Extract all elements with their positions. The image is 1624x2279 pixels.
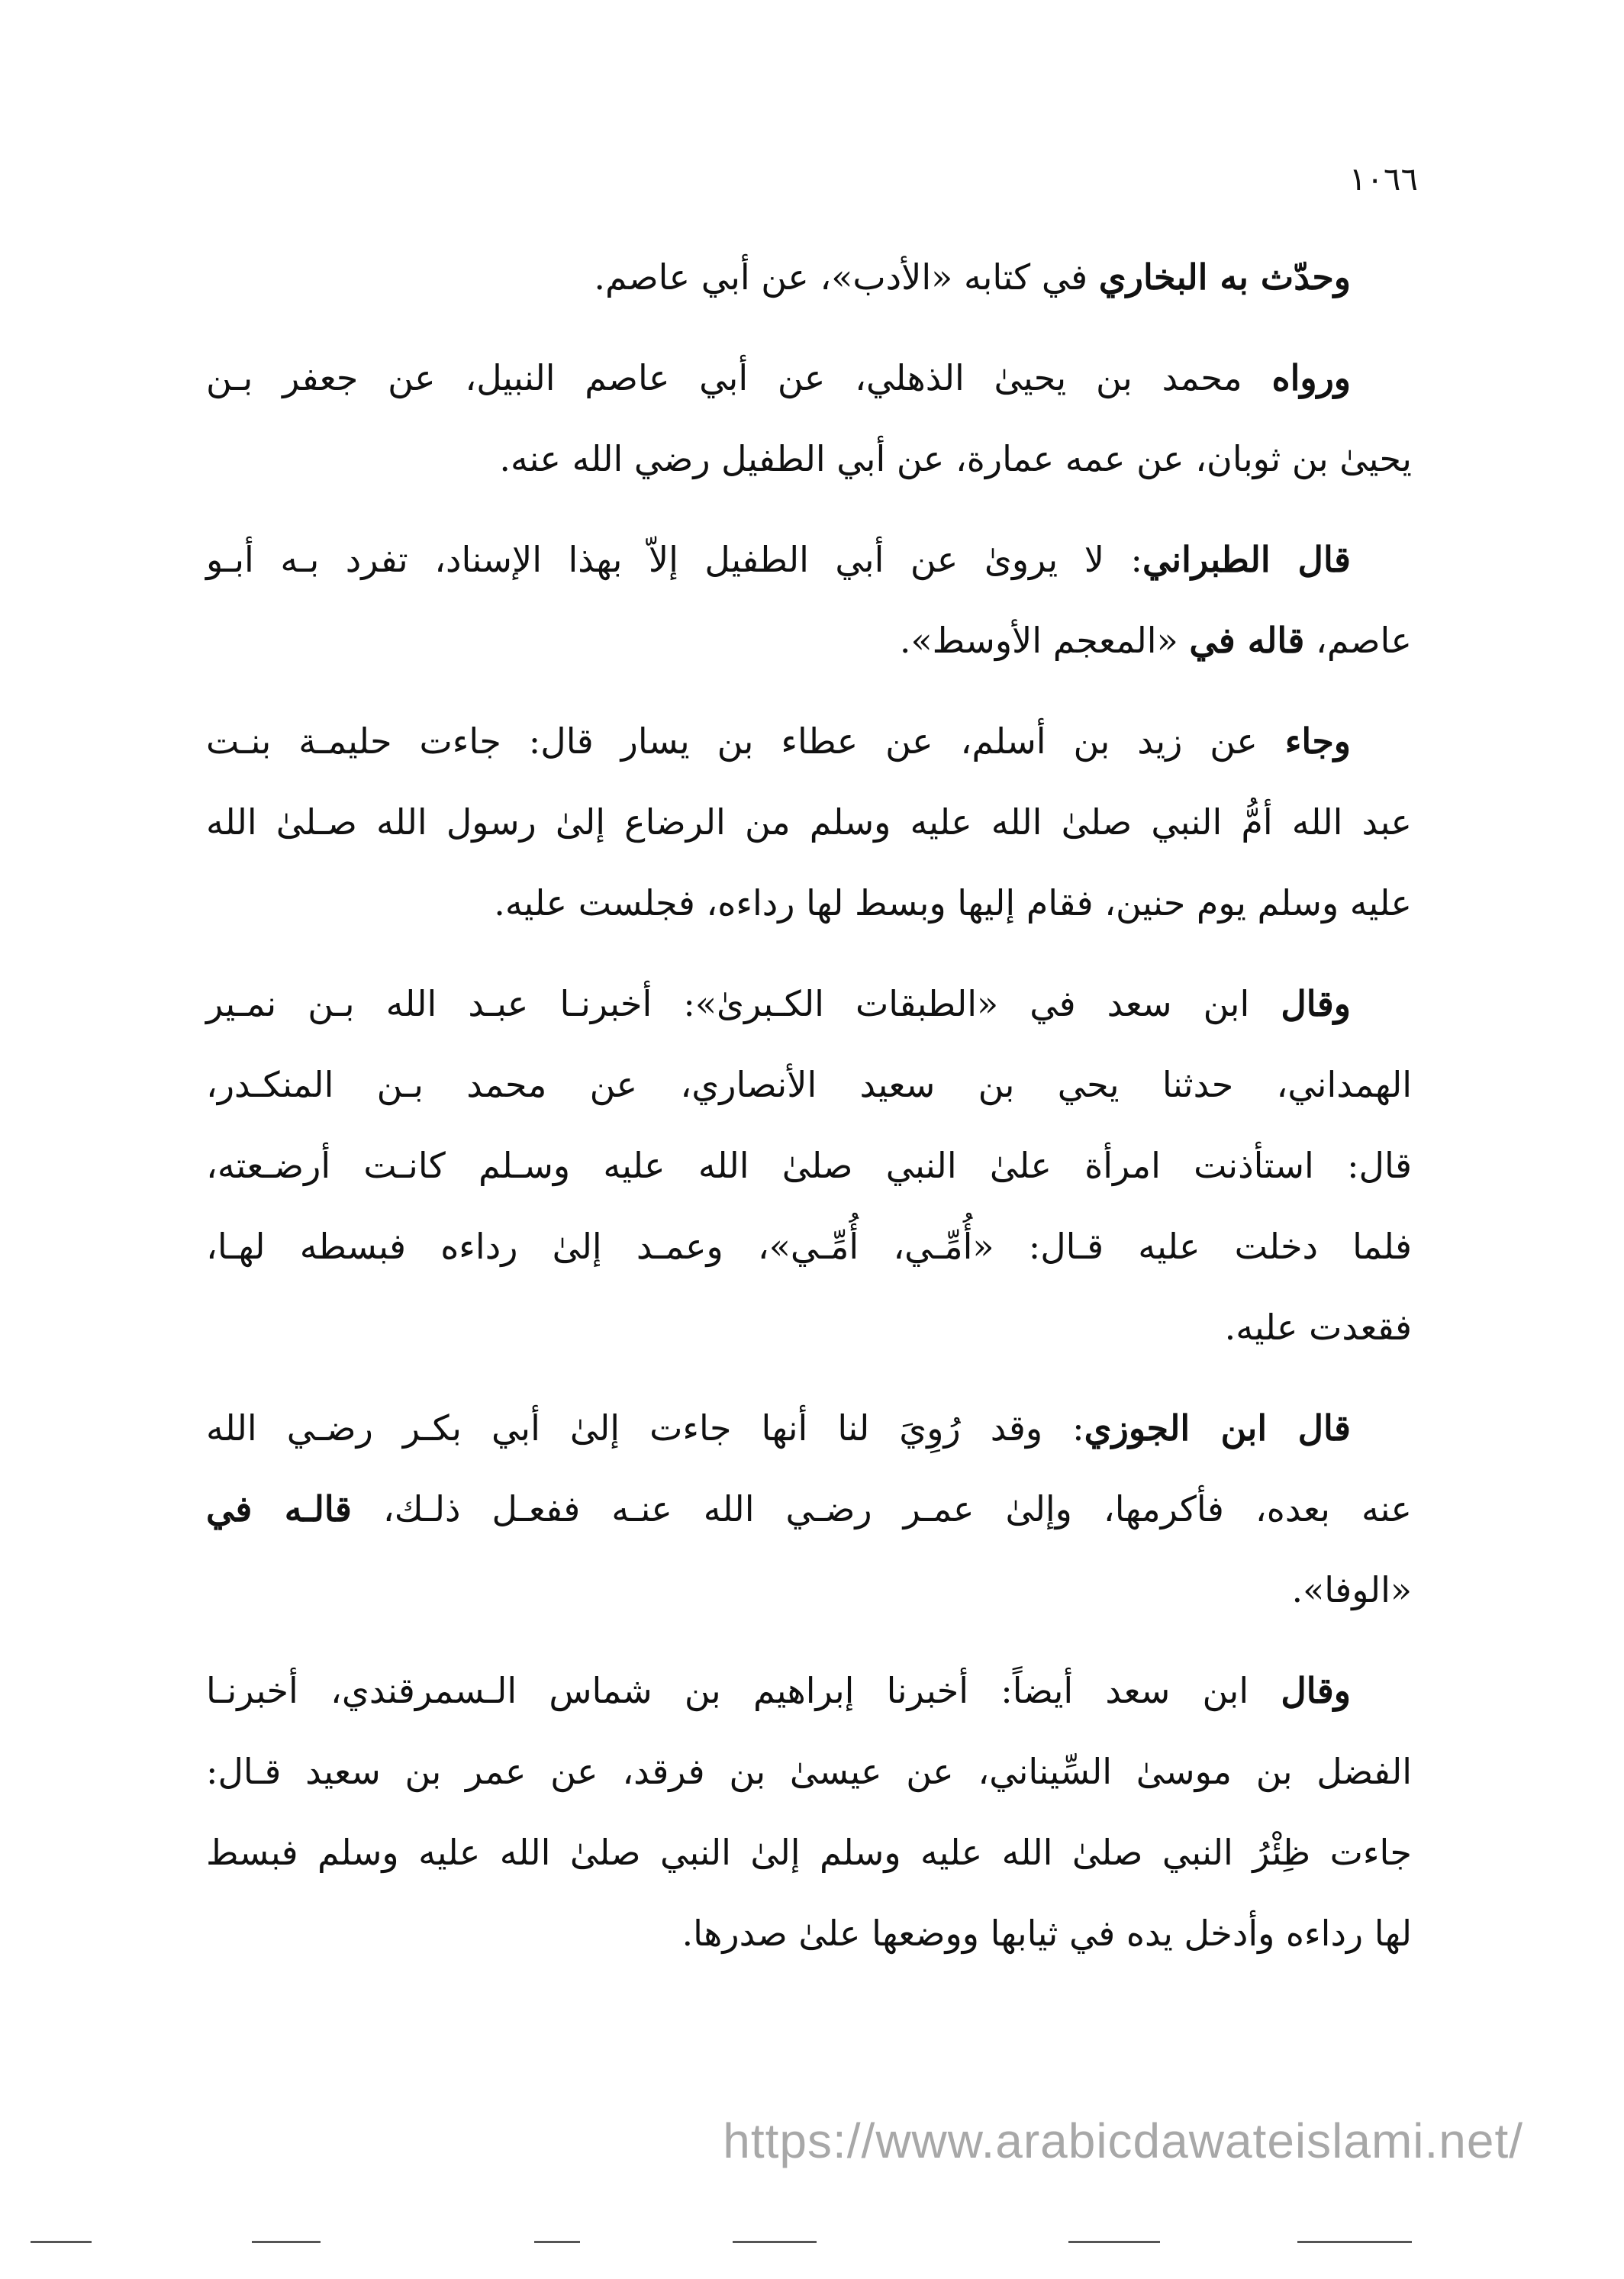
text-run: فلما دخلت عليه قـال: «أُمِّـي، أُمِّـي»، وعمـد إلىٰ رداءه فبسطه لهـا، xyxy=(206,1226,1412,1267)
bold-text-run: وحدّث به البخاري xyxy=(1098,256,1351,298)
text-line xyxy=(206,237,1412,318)
text-line xyxy=(206,1549,1412,1630)
text-run: الفضل بن موسىٰ السِّيناني، عن عيسىٰ بن فرقد، عن عمر بن سعيد قـال: xyxy=(206,1751,1412,1792)
text-run: «المعجم الأوسط». xyxy=(899,620,1190,661)
footer-rule xyxy=(31,2241,92,2243)
text-line xyxy=(206,701,1412,782)
text-line xyxy=(206,418,1412,499)
text-run: الهمداني، حدثنا يحي بن سعيد الأنصاري، عن محمد بـن المنكـدر، xyxy=(206,1064,1412,1105)
text-line xyxy=(206,1468,1412,1549)
text-run: : وقد رُوِيَ لنا أنها جاءت إلىٰ أبي بكـر رضـي الله xyxy=(206,1407,1084,1449)
text-line xyxy=(206,1287,1412,1368)
body-text xyxy=(206,237,1412,1994)
paragraph xyxy=(206,337,1412,499)
text-line xyxy=(206,782,1412,862)
footer-rule xyxy=(534,2241,580,2243)
paragraph xyxy=(206,963,1412,1368)
bold-text-run: وقال xyxy=(1281,1670,1351,1711)
page-number: ١٠٦٦ xyxy=(1348,160,1418,198)
text-line xyxy=(206,1125,1412,1206)
paragraph xyxy=(206,701,1412,943)
text-line xyxy=(206,862,1412,943)
text-run: جاءت ظِئْرُ النبي صلىٰ الله عليه وسلم إلىٰ النبي صلىٰ الله عليه وسلم فبسط xyxy=(206,1832,1412,1873)
text-run: ابن سعد أيضاً: أخبرنا إبراهيم بن شماس الـسمرقندي، أخبرنـا xyxy=(206,1670,1281,1711)
source-url-watermark[interactable]: https://www.arabicdawateislami.net/ xyxy=(723,2113,1523,2168)
footer-rule xyxy=(1068,2241,1160,2243)
text-run: فقعدت عليه. xyxy=(1224,1307,1412,1348)
text-run: قال: استأذنت امرأة علىٰ النبي صلىٰ الله عليه وسـلم كانـت أرضـعته، xyxy=(206,1145,1412,1186)
text-line xyxy=(206,1812,1412,1893)
text-run: : لا يروىٰ عن أبي الطفيل إلاّ بهذا الإسناد، تفرد بـه أبـو xyxy=(206,539,1142,580)
text-line xyxy=(206,519,1412,600)
text-run: «الوفا». xyxy=(1291,1569,1412,1610)
bold-text-run: وجاء xyxy=(1284,720,1351,762)
text-run: لها رداءه وأدخل يده في ثيابها ووضعها علىٰ صدرها. xyxy=(682,1913,1412,1954)
bold-text-run: وقال xyxy=(1281,983,1351,1024)
text-run: عاصم، xyxy=(1304,620,1412,661)
text-line xyxy=(206,1044,1412,1125)
paragraph xyxy=(206,237,1412,318)
text-line xyxy=(206,337,1412,418)
paragraph xyxy=(206,519,1412,681)
text-run: عنه بعده، فأكرمها، وإلىٰ عمـر رضـي الله عنـه ففعـل ذلـك، xyxy=(351,1488,1412,1530)
text-line xyxy=(206,1388,1412,1468)
paragraph xyxy=(206,1388,1412,1630)
text-run: عبد الله أمُّ النبي صلىٰ الله عليه وسلم من الرضاع إلىٰ رسول الله صـلىٰ الله xyxy=(206,801,1412,843)
text-run: عن زيد بن أسلم، عن عطاء بن يسار قال: جاءت حليمـة بنـت xyxy=(206,720,1285,762)
text-line xyxy=(206,1650,1412,1731)
text-run: عليه وسلم يوم حنين، فقام إليها وبسط لها رداءه، فجلست عليه. xyxy=(494,882,1412,924)
text-line xyxy=(206,1893,1412,1974)
text-line xyxy=(206,600,1412,681)
bold-text-run: قال الطبراني xyxy=(1142,539,1351,580)
footer-rule xyxy=(733,2241,817,2243)
text-run: ابن سعد في «الطبقات الكـبرىٰ»: أخبرنـا عبـد الله بـن نمـير xyxy=(206,983,1281,1024)
footer-rule xyxy=(1297,2241,1412,2243)
paragraph xyxy=(206,1650,1412,1974)
bold-text-run: ورواه xyxy=(1271,357,1351,398)
bold-text-run: قالـه في xyxy=(206,1488,352,1530)
text-line xyxy=(206,1731,1412,1812)
text-run: محمد بن يحيىٰ الذهلي، عن أبي عاصم النبيل، عن جعفر بـن xyxy=(206,357,1272,398)
bold-text-run: قاله في xyxy=(1189,620,1305,661)
bold-text-run: قال ابن الجوزي xyxy=(1084,1407,1351,1449)
text-run: يحيىٰ بن ثوبان، عن عمه عمارة، عن أبي الطفيل رضي الله عنه. xyxy=(499,438,1412,479)
text-line xyxy=(206,963,1412,1044)
text-run: في كتابه «الأدب»، عن أبي عاصم. xyxy=(594,256,1099,298)
footer-rule xyxy=(252,2241,321,2243)
text-line xyxy=(206,1206,1412,1287)
